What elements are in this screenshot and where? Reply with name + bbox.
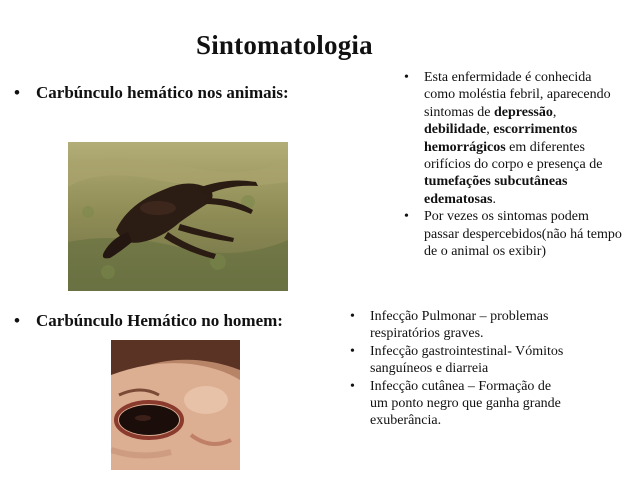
symptom-weakness: debilidade [424, 122, 487, 138]
animal-symptoms-list [402, 69, 624, 260]
animals-heading [14, 83, 289, 103]
dead-horse-photo [68, 142, 288, 291]
symptom-depression: depressão [494, 104, 553, 120]
symptom-text: Por vezes os sintomas podem passar despercebidos(não há tempo de o animal os exibir) [424, 209, 622, 260]
symptom-hemorrhagic-discharge: escorrimentos hemorrágicos [424, 122, 578, 155]
symptom-separator: , [552, 104, 557, 120]
child-lesion-illustration [111, 340, 240, 470]
slide-title: Sintomatologia [196, 30, 373, 60]
bullet-icon: • [14, 83, 20, 102]
human-symptom-cutaneous: • Infecção cutânea – Formação de um ponto negro que ganha grande exuberância. [348, 378, 568, 430]
human-heading [14, 311, 283, 331]
human-symptom-gastrointestinal: • Infecção gastrointestinal- Vómitos sanguíneos e diarreia [348, 343, 568, 378]
animal-symptom-item [402, 69, 624, 208]
animal-symptom-item [402, 208, 624, 260]
child-lesion-photo [111, 340, 240, 470]
symptom-text: Esta enfermidade é conhecida como moléstia febril, aparecendo sintomas de [424, 70, 611, 120]
dead-horse-illustration [68, 142, 288, 291]
human-heading-text: Carbúnculo Hemático no homem: [36, 311, 283, 330]
symptom-text: em diferentes orifícios do corpo e presença de [424, 139, 603, 173]
animals-heading-text: Carbúnculo hemático nos animais: [36, 83, 289, 102]
human-symptom-pulmonary: • Infecção Pulmonar – problemas respiratórios graves. [348, 308, 568, 343]
human-symptoms-list [348, 308, 568, 430]
symptom-edematous-swelling: tumefações subcutâneas edematosas [424, 174, 568, 207]
symptom-period: . [492, 191, 496, 207]
symptom-separator: , [486, 122, 494, 138]
bullet-icon: • [14, 311, 20, 330]
